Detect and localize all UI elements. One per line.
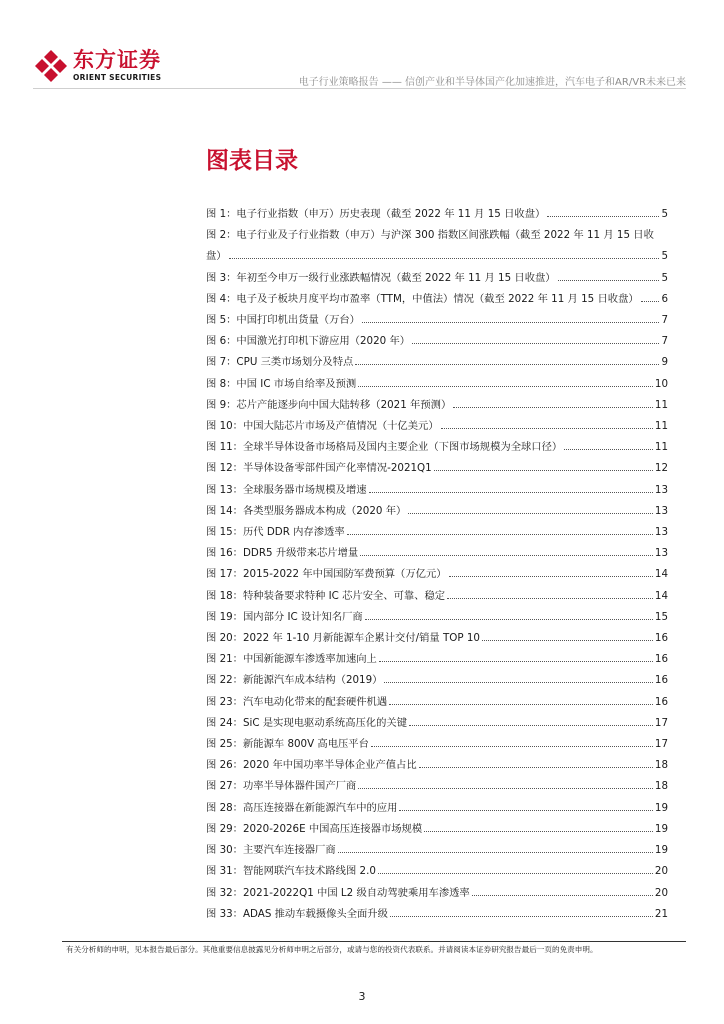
toc-entry[interactable] (206, 713, 668, 734)
toc-entry-label: 图 29： (206, 822, 243, 835)
toc-entry-title: 国内部分 IC 设计知名厂商 (242, 610, 363, 623)
company-logo (33, 48, 161, 84)
toc-leader-dots (449, 576, 653, 577)
toc-leader-dots (360, 555, 653, 556)
toc-entry-title: 电子行业指数（申万）历史表现（截至 2022 年 11 月 15 日收盘） (236, 208, 546, 220)
toc-entry-page: 13 (654, 504, 668, 517)
toc-leader-dots (399, 810, 652, 811)
toc-entry-title: 新能源车 800V 高电压平台 (242, 738, 369, 751)
toc-entry-page: 17 (654, 716, 668, 729)
toc-leader-dots (379, 661, 653, 662)
toc-entry-label: 图 33： (206, 907, 243, 920)
toc-entry-label: 图 25： (206, 738, 243, 751)
toc-entry[interactable] (206, 840, 668, 861)
toc-leader-dots (338, 852, 653, 853)
toc-entry[interactable] (206, 416, 668, 437)
toc-entry-title: ADAS 推动车载摄像头全面升级 (242, 907, 388, 920)
toc-entry-label: 图 3： (206, 271, 237, 284)
toc-entry-title: 特种装备要求特种 IC 芯片安全、可靠、稳定 (242, 589, 446, 602)
toc-entry-page: 5 (661, 271, 668, 284)
toc-leader-dots (558, 280, 660, 281)
toc-entry-label: 图 15： (206, 526, 243, 539)
report-header-title: 电子行业策略报告 —— 信创产业和半导体国产化加速推进，汽车电子和AR/VR未来已来 (298, 77, 686, 88)
toc-leader-dots (390, 916, 653, 917)
toc-entry-page: 21 (654, 907, 668, 920)
toc-entry-title: 中国 IC 市场自给率及预测 (236, 377, 357, 390)
toc-entry-label: 图 26： (206, 759, 243, 772)
toc-entry-label: 图 21： (206, 653, 243, 666)
toc-leader-dots (453, 407, 653, 408)
toc-entry-label: 图 16： (206, 547, 243, 560)
toc-entry-title: 各类型服务器成本构成（2020 年） (242, 504, 407, 517)
toc-entry-label: 图 20： (206, 632, 243, 645)
toc-entry-title: 电子及子板块月度平均市盈率（TTM，中值法）情况（截至 2022 年 11 月 15 日收盘） (236, 292, 639, 305)
toc-entry[interactable] (206, 692, 668, 713)
toc-entry[interactable] (206, 310, 668, 331)
toc-entry-title: 年初至今申万一级行业涨跌幅情况（截至 2022 年 11 月 15 日收盘） (236, 271, 556, 284)
toc-entry-label: 图 30： (206, 844, 243, 857)
toc-entry-title: 全球半导体设备市场格局及国内主要企业（下图市场规模为全球口径） (242, 441, 563, 454)
toc-leader-dots (369, 492, 653, 493)
toc-entry-label: 图 4： (206, 292, 237, 305)
toc-leader-dots (434, 470, 653, 471)
toc-entry[interactable] (206, 628, 668, 649)
toc-entry[interactable] (206, 734, 668, 755)
toc-entry-title: 中国大陆芯片市场及产值情况（十亿美元） (242, 420, 439, 433)
toc-entry[interactable] (206, 670, 668, 691)
toc-entry-label: 图 1： (206, 208, 237, 220)
toc-entry[interactable] (206, 268, 668, 289)
toc-entry-label: 图 23： (206, 695, 243, 708)
toc-entry[interactable] (206, 798, 668, 819)
toc-entry-page: 14 (654, 568, 668, 581)
toc-leader-dots (547, 216, 659, 217)
toc-entry[interactable] (206, 352, 668, 373)
toc-entry-page: 20 (654, 886, 668, 899)
toc-entry-page: 17 (654, 738, 668, 751)
toc-entry-page: 13 (654, 547, 668, 560)
toc-entry-label: 图 14： (206, 504, 243, 517)
toc-entry-page: 19 (654, 801, 668, 814)
toc-entry-page: 18 (654, 759, 668, 772)
toc-entry-label: 图 31： (206, 865, 243, 878)
toc-entry-page: 18 (654, 780, 668, 793)
toc-leader-dots (355, 364, 659, 365)
toc-leader-dots (389, 704, 653, 705)
toc-entry-title: 汽车电动化带来的配套硬件机遇 (242, 695, 388, 708)
logo-name-en: ORIENT SECURITIES (73, 73, 162, 83)
toc-leader-dots (358, 386, 653, 387)
toc-leader-dots (412, 343, 659, 344)
toc-leader-dots (641, 301, 660, 302)
toc-entry[interactable] (206, 458, 668, 479)
toc-entry-page: 7 (661, 335, 668, 348)
toc-entry[interactable] (206, 904, 668, 925)
toc-entry-page: 11 (654, 441, 668, 454)
toc-leader-dots (358, 788, 653, 789)
toc-entry-page: 20 (654, 865, 668, 878)
toc-entry-title: 2020 年中国功率半导体企业产值占比 (242, 759, 417, 772)
toc-entry[interactable] (206, 331, 668, 352)
toc-entry-label: 图 9： (206, 398, 237, 411)
toc-entry[interactable] (206, 649, 668, 670)
header-divider (33, 88, 686, 89)
toc-entry-title: 新能源汽车成本结构（2019） (242, 674, 383, 687)
toc-entry-title: 半导体设备零部件国产化率情况-2021Q1 (242, 462, 432, 475)
toc-entry[interactable] (206, 204, 668, 225)
toc-entry-title: 功率半导体器件国产厂商 (242, 780, 357, 793)
disclaimer-text: 有关分析师的申明，见本报告最后部分。其他重要信息披露见分析师申明之后部分，或请与您的投资代表联系。并请阅读本证券研究报告最后一页的免责申明。 (66, 945, 598, 954)
toc-entry-page: 16 (654, 674, 668, 687)
figure-list (206, 204, 668, 925)
toc-leader-dots (408, 513, 653, 514)
toc-leader-dots (371, 746, 653, 747)
toc-leader-dots (472, 895, 653, 896)
toc-entry[interactable] (206, 755, 668, 776)
toc-entry-title: 电子行业及子行业指数（申万）与沪深 300 指数区间涨跌幅（截至 2022 年 11 月 15 日收 (236, 229, 654, 242)
toc-entry[interactable] (206, 522, 668, 543)
toc-entry-label: 图 5： (206, 314, 237, 327)
toc-leader-dots (424, 831, 653, 832)
toc-entry-page: 16 (654, 695, 668, 708)
toc-entry-title: CPU 三类市场划分及特点 (236, 356, 354, 369)
toc-entry-title: 历代 DDR 内存渗透率 (242, 526, 345, 539)
toc-entry-page: 9 (661, 356, 668, 369)
toc-entry-label: 图 28： (206, 801, 243, 814)
orient-securities-logo-icon (33, 48, 69, 84)
toc-leader-dots (482, 640, 653, 641)
toc-entry-label: 图 24： (206, 716, 243, 729)
toc-entry-label: 图 19： (206, 610, 243, 623)
toc-entry-page: 16 (654, 653, 668, 666)
toc-entry-label: 图 6： (206, 335, 237, 348)
toc-leader-dots (564, 449, 653, 450)
toc-leader-dots (419, 767, 653, 768)
toc-entry[interactable] (206, 480, 668, 501)
toc-entry-page: 6 (661, 292, 668, 305)
toc-entry-title: 2022 年 1-10 月新能源车企累计交付/销量 TOP 10 (242, 632, 480, 645)
toc-entry-page: 19 (654, 844, 668, 857)
toc-entry-page: 13 (654, 526, 668, 539)
toc-leader-dots (362, 322, 659, 323)
toc-entry-title: 中国打印机出货量（万台） (236, 314, 360, 327)
toc-entry-label: 图 7： (206, 356, 237, 369)
toc-entry[interactable] (206, 776, 668, 797)
toc-entry-label: 图 32： (206, 886, 243, 899)
toc-entry[interactable] (206, 586, 668, 607)
toc-entry-page: 11 (654, 420, 668, 433)
toc-entry-title: 智能网联汽车技术路线图 2.0 (242, 865, 376, 878)
toc-entry-title: 中国新能源车渗透率加速向上 (242, 653, 377, 666)
toc-entry-title: 2020-2026E 中国高压连接器市场规模 (242, 822, 423, 835)
toc-entry-title-cont: 盘） (206, 250, 227, 263)
toc-leader-dots (441, 428, 653, 429)
toc-heading: 图表目录 (206, 148, 298, 174)
toc-entry-page: 5 (661, 250, 668, 263)
toc-entry[interactable] (206, 225, 668, 267)
toc-entry[interactable] (206, 437, 668, 458)
toc-entry-title: 中国激光打印机下游应用（2020 年） (236, 335, 411, 348)
toc-entry-title: 高压连接器在新能源汽车中的应用 (242, 801, 398, 814)
page-number: 3 (358, 990, 366, 1003)
toc-leader-dots (347, 534, 653, 535)
toc-entry[interactable] (206, 607, 668, 628)
toc-entry-title: DDR5 升级带来芯片增量 (242, 547, 359, 560)
toc-entry-label: 图 11： (206, 441, 243, 454)
toc-entry-page: 7 (661, 314, 668, 327)
toc-leader-dots (384, 682, 652, 683)
toc-entry-page: 12 (654, 462, 668, 475)
toc-entry[interactable] (206, 883, 668, 904)
toc-entry-label: 图 13： (206, 483, 243, 496)
toc-leader-dots (378, 873, 653, 874)
toc-entry-title: 2015-2022 年中国国防军费预算（万亿元） (242, 568, 447, 581)
toc-leader-dots (229, 258, 660, 259)
toc-entry-label: 图 17： (206, 568, 243, 581)
toc-entry-title: 2021-2022Q1 中国 L2 级自动驾驶乘用车渗透率 (242, 886, 470, 899)
toc-entry-title: 主要汽车连接器厂商 (242, 844, 336, 857)
toc-entry-title: 芯片产能逐步向中国大陆转移（2021 年预测） (236, 398, 452, 411)
toc-entry-label: 图 12： (206, 462, 243, 475)
toc-leader-dots (365, 619, 653, 620)
toc-entry[interactable] (206, 395, 668, 416)
toc-entry-title: SiC 是实现电驱动系统高压化的关键 (242, 716, 407, 729)
toc-entry[interactable] (206, 861, 668, 882)
toc-entry-page: 11 (654, 398, 668, 411)
toc-leader-dots (447, 598, 653, 599)
logo-name-cn: 东方证券 (73, 48, 161, 73)
toc-entry[interactable] (206, 564, 668, 585)
toc-entry-label: 图 2： (206, 229, 237, 242)
footer-divider (62, 941, 686, 942)
toc-entry-title: 全球服务器市场规模及增速 (242, 483, 367, 496)
toc-entry-label: 图 18： (206, 589, 243, 602)
toc-entry-label: 图 22： (206, 674, 243, 687)
toc-entry[interactable] (206, 374, 668, 395)
toc-entry-page: 13 (654, 483, 668, 496)
toc-entry-page: 19 (654, 822, 668, 835)
toc-entry[interactable] (206, 819, 668, 840)
toc-entry-page: 5 (661, 208, 668, 220)
toc-entry-label: 图 27： (206, 780, 243, 793)
toc-entry-page: 15 (654, 610, 668, 623)
toc-entry-label: 图 10： (206, 420, 243, 433)
toc-entry[interactable] (206, 289, 668, 310)
toc-entry[interactable] (206, 543, 668, 564)
toc-entry[interactable] (206, 501, 668, 522)
toc-leader-dots (409, 725, 653, 726)
toc-entry-page: 14 (654, 589, 668, 602)
toc-entry-page: 16 (654, 632, 668, 645)
toc-entry-label: 图 8： (206, 377, 237, 390)
toc-entry-page: 10 (654, 377, 668, 390)
